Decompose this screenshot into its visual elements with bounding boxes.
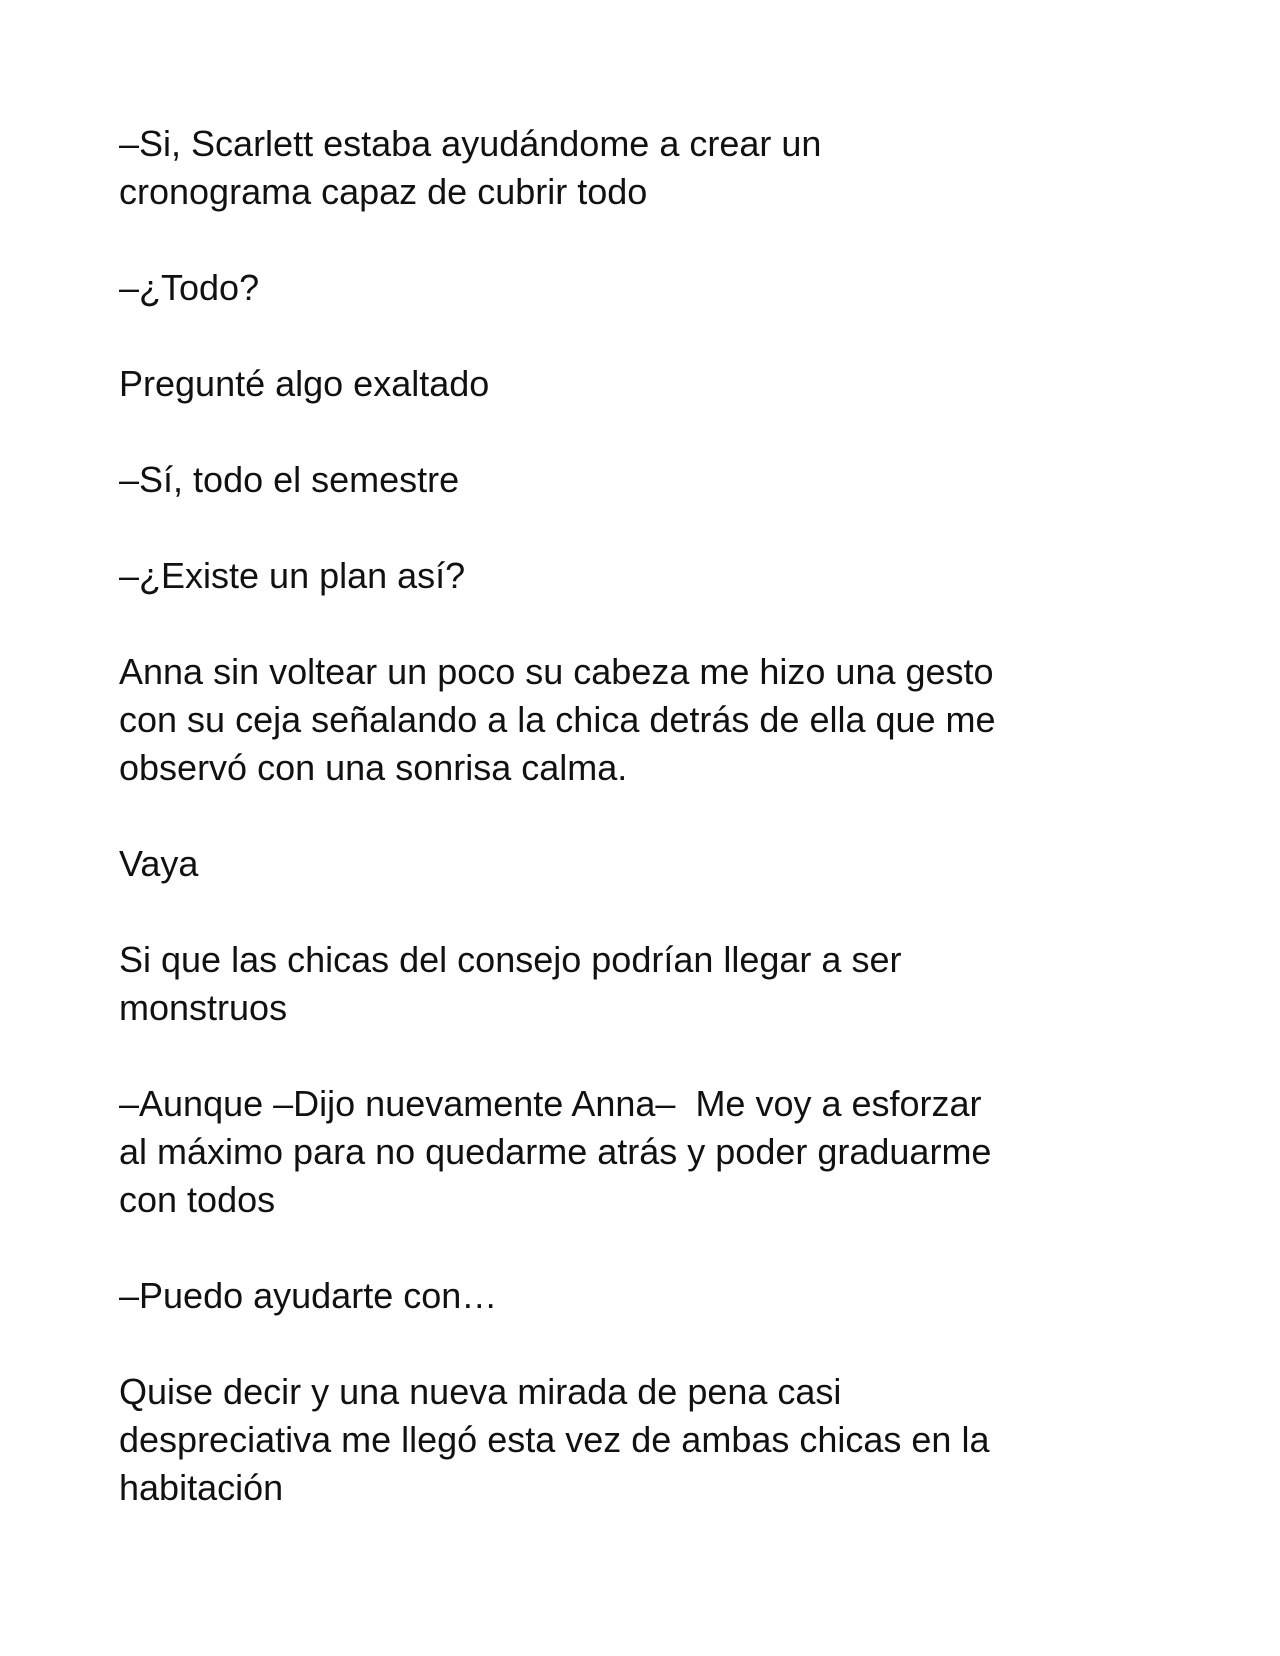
text-line: monstruos xyxy=(119,987,288,1028)
paragraph xyxy=(119,840,1219,888)
paragraph xyxy=(119,1368,1219,1512)
paragraph xyxy=(119,1272,1219,1320)
text-line: con todos xyxy=(119,1179,276,1220)
text-line: Quise decir y una nueva mirada de pena casi xyxy=(119,1371,842,1412)
document-page xyxy=(119,120,1219,1560)
text-line: con su ceja señalando a la chica detrás de ella que me xyxy=(119,699,996,740)
text-line: cronograma capaz de cubrir todo xyxy=(119,171,648,212)
paragraph xyxy=(119,648,1219,792)
paragraph xyxy=(119,360,1219,408)
paragraph xyxy=(119,936,1219,1032)
paragraph xyxy=(119,552,1219,600)
paragraph xyxy=(119,120,1219,216)
text-line: despreciativa me llegó esta vez de ambas chicas en la xyxy=(119,1419,990,1460)
text-line: observó con una sonrisa calma. xyxy=(119,747,628,788)
paragraph xyxy=(119,1080,1219,1224)
text-line: –¿Todo? xyxy=(119,267,260,308)
text-line: –Aunque –Dijo nuevamente Anna– Me voy a esforzar xyxy=(119,1083,982,1124)
text-line: –Sí, todo el semestre xyxy=(119,459,460,500)
text-line: Vaya xyxy=(119,843,199,884)
text-line: –¿Existe un plan así? xyxy=(119,555,466,596)
text-line: –Si, Scarlett estaba ayudándome a crear un xyxy=(119,123,822,164)
text-line: habitación xyxy=(119,1467,284,1508)
paragraph xyxy=(119,456,1219,504)
text-line: –Puedo ayudarte con… xyxy=(119,1275,498,1316)
text-line: Anna sin voltear un poco su cabeza me hizo una gesto xyxy=(119,651,994,692)
text-line: al máximo para no quedarme atrás y poder graduarme xyxy=(119,1131,992,1172)
paragraph xyxy=(119,264,1219,312)
text-line: Pregunté algo exaltado xyxy=(119,363,490,404)
text-line: Si que las chicas del consejo podrían llegar a ser xyxy=(119,939,902,980)
